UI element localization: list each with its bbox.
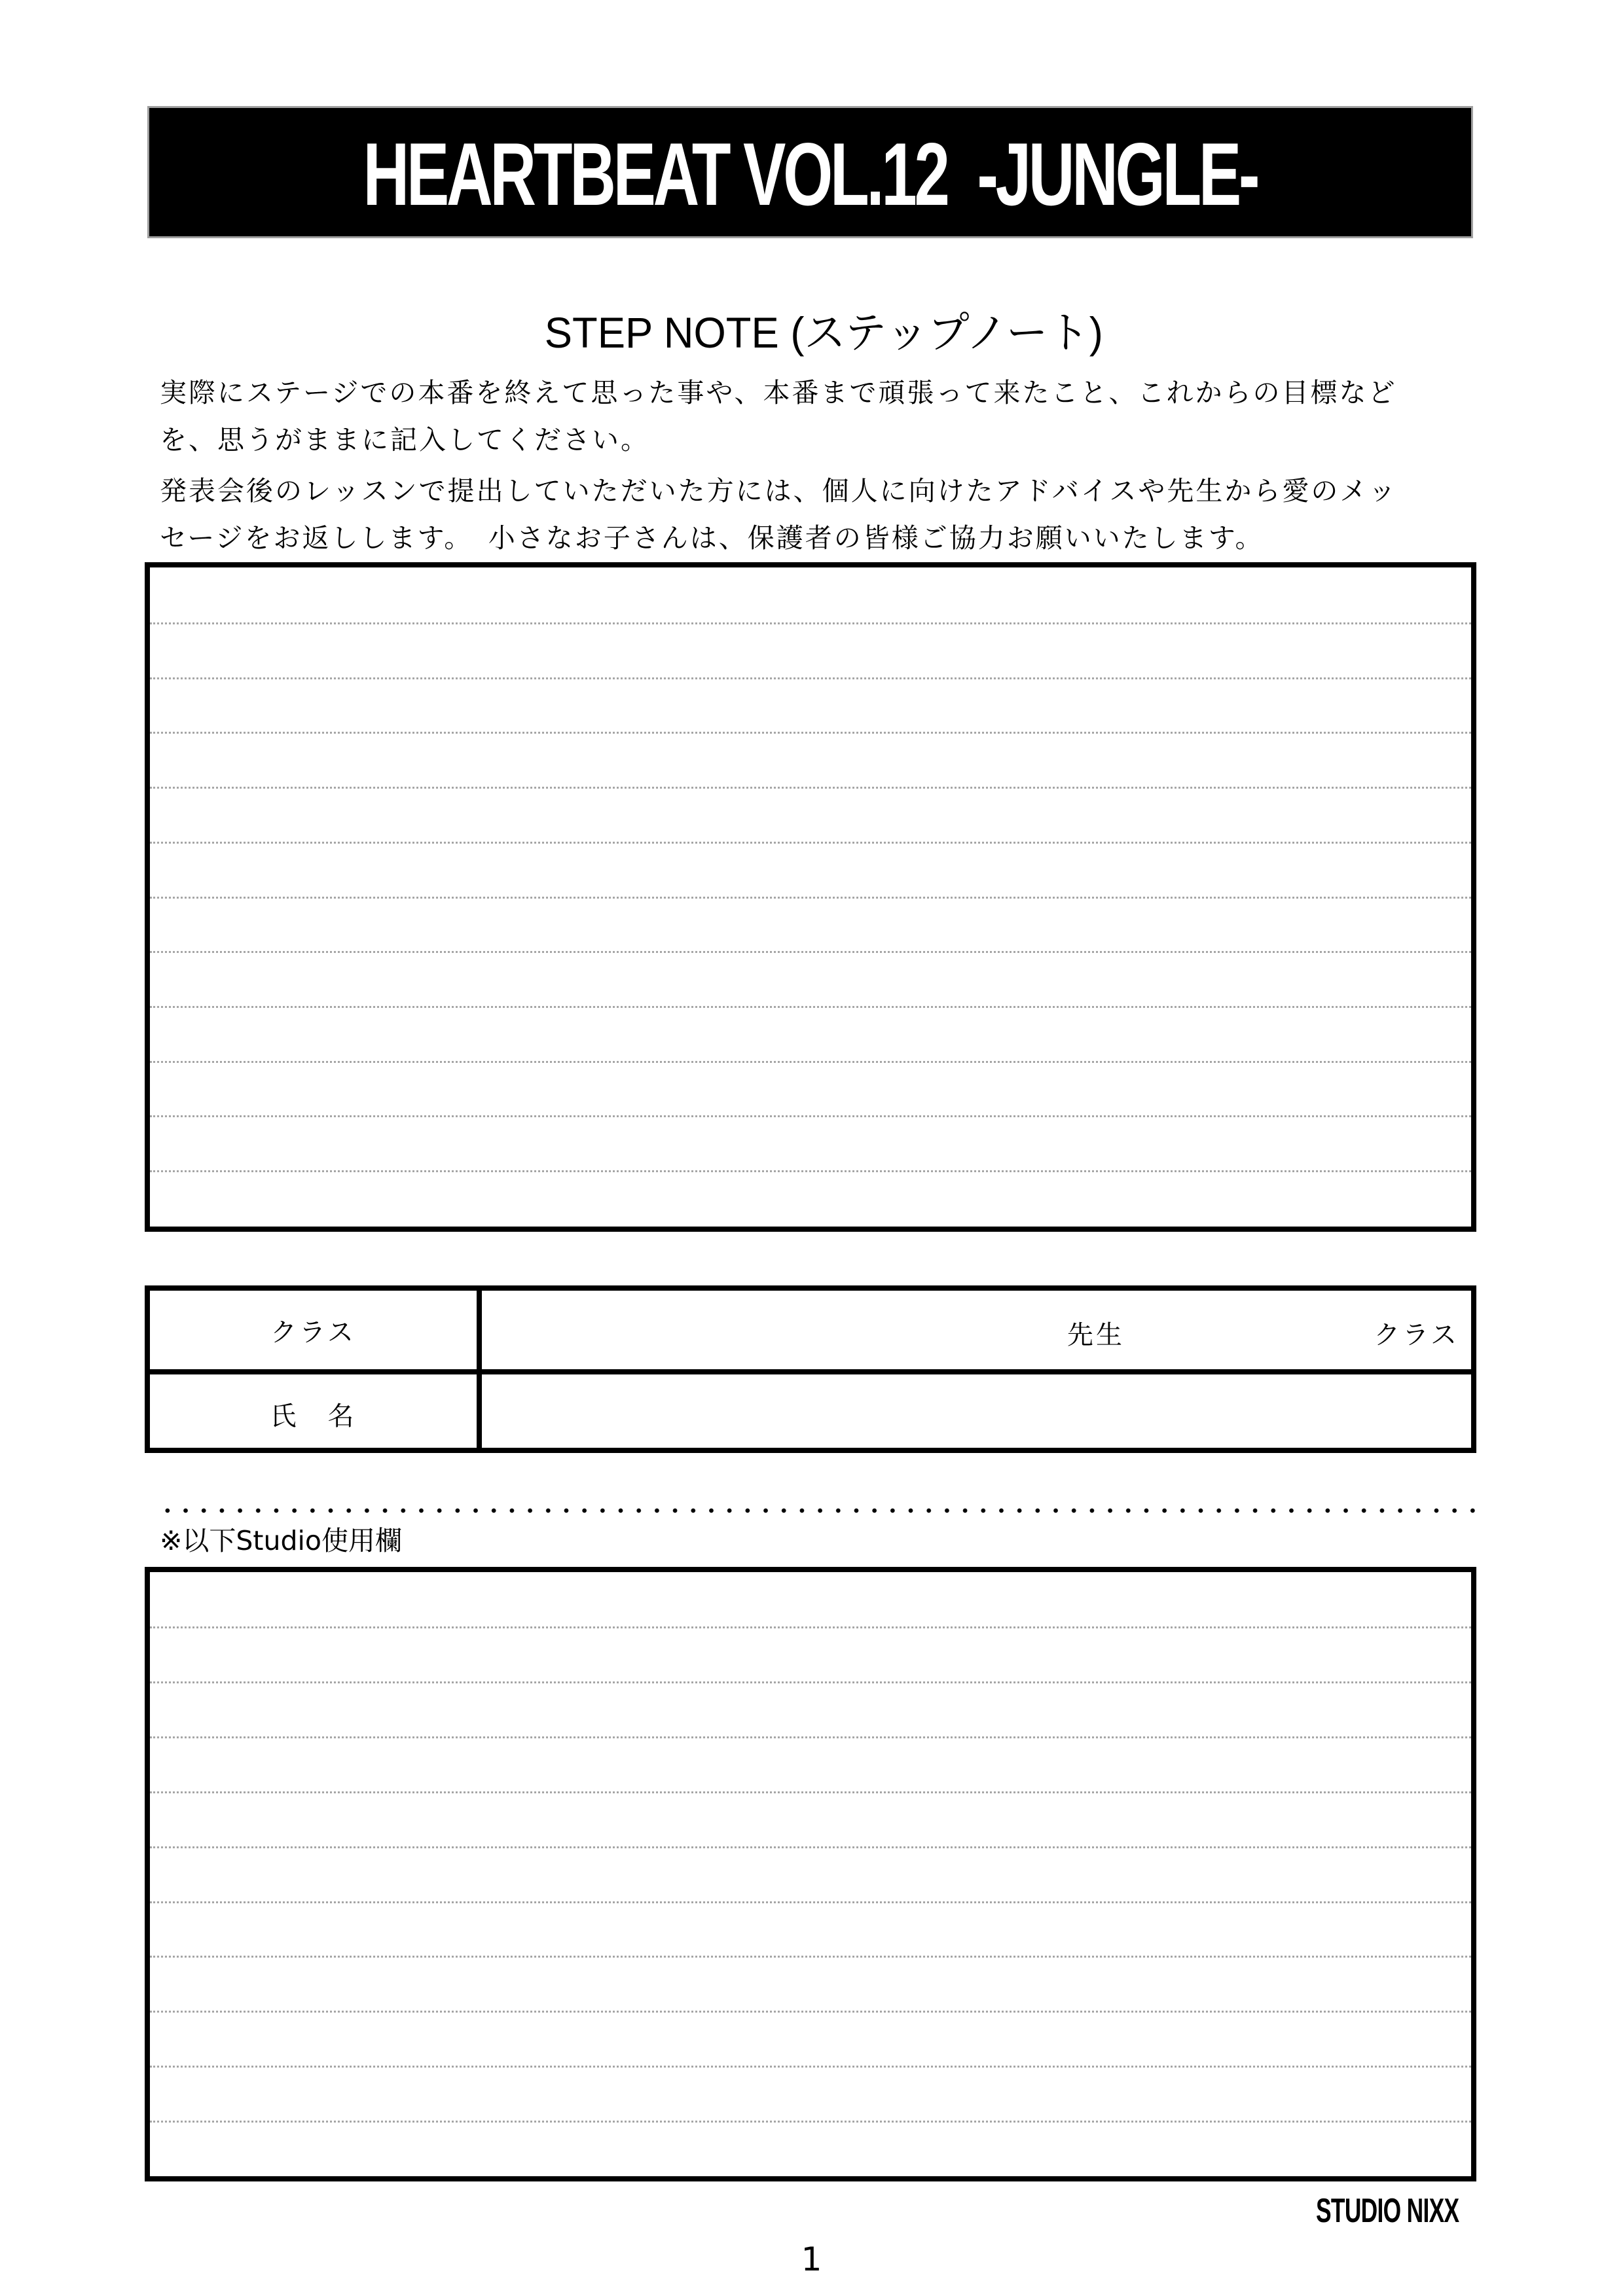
row-divider	[150, 1369, 1471, 1374]
intro-line: セージをお返しします。 小さなお子さんは、保護者の皆様ご協力お願いいたします。	[160, 522, 1264, 554]
name-field[interactable]	[482, 1374, 1471, 1453]
studio-use-area[interactable]	[145, 1567, 1476, 2181]
ruled-line	[150, 2011, 1471, 2013]
class-field[interactable]	[482, 1291, 1471, 1369]
intro-paragraph-1	[160, 369, 1469, 463]
ruled-line	[150, 1956, 1471, 1958]
ruled-line	[150, 1681, 1471, 1683]
intro-paragraph-2	[160, 467, 1469, 562]
ruled-line	[150, 622, 1471, 624]
ruled-line	[150, 842, 1471, 844]
ruled-line	[150, 1626, 1471, 1628]
class-label: クラス	[270, 1317, 356, 1348]
ruled-line	[150, 2066, 1471, 2068]
class-row	[150, 1291, 1471, 1369]
name-row	[150, 1374, 1471, 1453]
title-banner	[147, 106, 1473, 238]
ruled-line	[150, 1061, 1471, 1063]
ruled-line	[150, 1846, 1471, 1848]
column-divider	[477, 1291, 482, 1448]
ruled-line	[150, 897, 1471, 899]
ruled-line	[150, 1115, 1471, 1117]
page-subtitle	[0, 254, 1623, 359]
studio-brand	[1316, 2194, 1461, 2228]
studio-use-label: ※以下Studio使用欄	[160, 1525, 402, 1556]
ruled-line	[150, 951, 1471, 953]
ruled-line	[150, 1170, 1471, 1172]
intro-line: を、思うがままに記入してください。	[160, 424, 649, 456]
ruled-line	[150, 787, 1471, 789]
page-title: HEARTBEAT VOL.12 -JUNGLE-	[363, 124, 1258, 224]
ruled-line	[150, 2121, 1471, 2123]
ruled-line	[150, 1791, 1471, 1793]
info-table	[145, 1285, 1476, 1453]
teacher-label: 先生	[1067, 1320, 1125, 1350]
subtitle-text: STEP NOTE (ステップノート)	[544, 308, 1103, 357]
ruled-line	[150, 1901, 1471, 1903]
note-writing-area[interactable]	[145, 562, 1476, 1232]
class-suffix-label: クラス	[1374, 1320, 1459, 1350]
name-label: 氏 名	[270, 1401, 357, 1431]
ruled-line	[150, 732, 1471, 734]
page-number: 1	[801, 2240, 822, 2278]
intro-line: 実際にステージでの本番を終えて思った事や、本番まで頑張って来たこと、これからの目標など	[160, 377, 1397, 408]
ruled-line	[150, 1006, 1471, 1008]
dotted-cut-line	[158, 1508, 1476, 1513]
ruled-line	[150, 1736, 1471, 1738]
intro-line: 発表会後のレッスンで提出していただいた方には、個人に向けたアドバイスや先生から愛のメッ	[160, 475, 1398, 507]
ruled-line	[150, 677, 1471, 679]
brand-text: STUDIO NIXX	[1316, 2192, 1459, 2230]
